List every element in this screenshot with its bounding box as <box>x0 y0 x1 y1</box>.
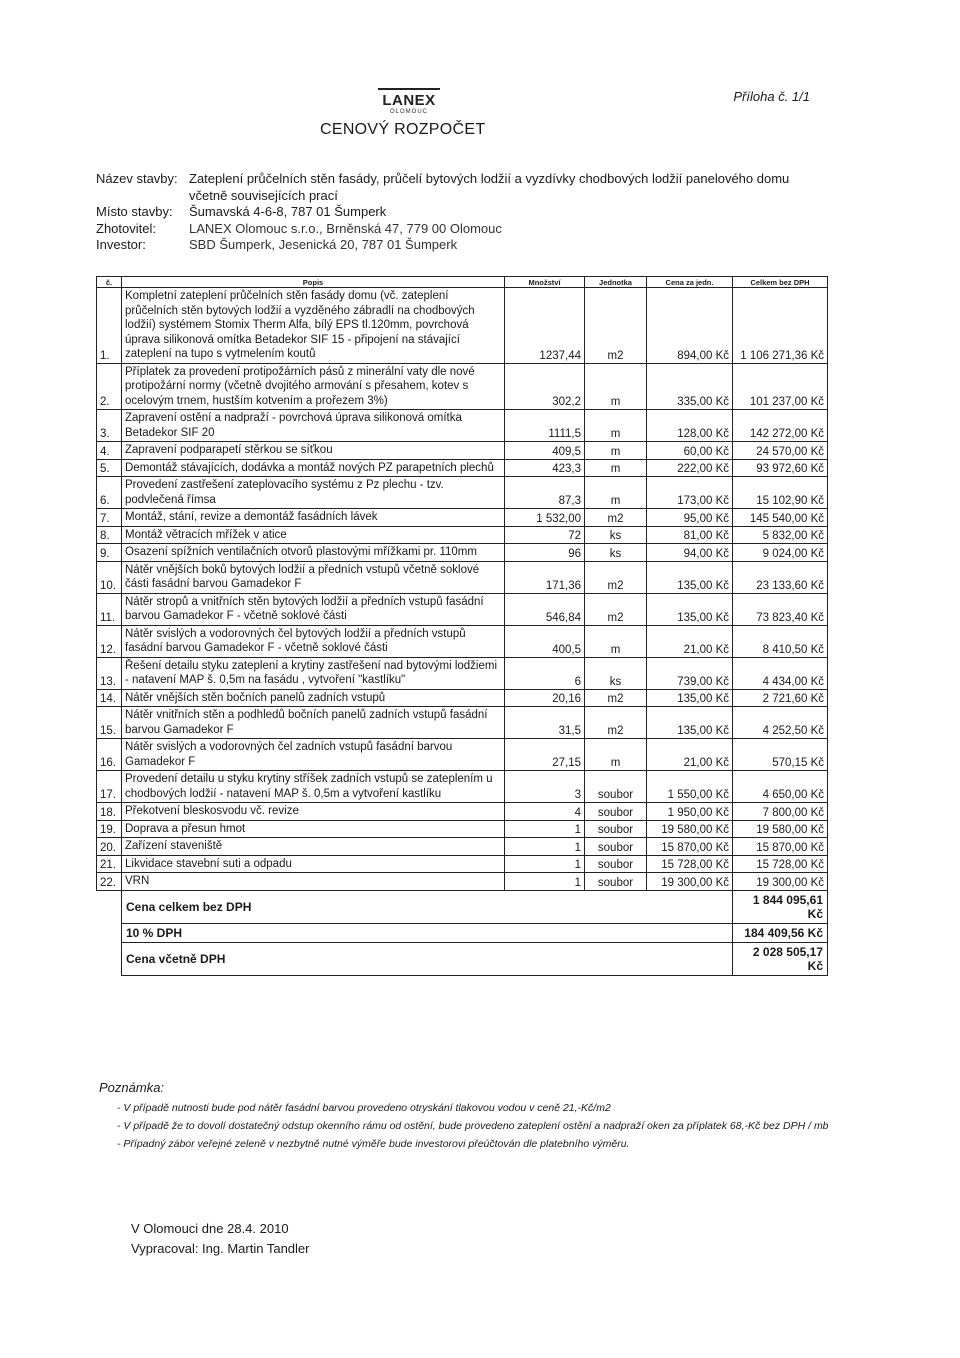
col-header-price: Cena za jedn. <box>647 277 733 288</box>
item-unit-price: 739,00 Kč <box>647 657 733 689</box>
item-description: Příplatek za provedení protipožárních pásů z minerální vaty dle nové protipožární normy (včetně dvojitého armování s přesahem, kotev s ocelovým trnem, hustším kotvením a prořezem 3%) <box>122 363 505 410</box>
logo-text: LANEX <box>378 88 440 109</box>
item-quantity: 27,15 <box>505 739 585 771</box>
item-description: Kompletní zateplení průčelních stěn fasády domu (vč. zateplení průčelních stěn bytových lodžií a vyzděného zábradlí na chodbových lodžií) systémem Stomix Therm Alfa, bílý EPS tl.120mm, povrchová úprava silikonová omítka Betadekor SIF 15 - připojení na stávající zateplení na tupo s vytmelením koutů <box>122 288 505 364</box>
header-label: Název stavby: <box>96 171 178 186</box>
place-date: V Olomouci dne 28.4. 2010 <box>131 1221 289 1236</box>
summary-row <box>97 942 828 975</box>
item-description: Překotvení bleskosvodu vč. revize <box>122 803 505 821</box>
item-number: 10. <box>97 561 122 593</box>
item-unit: m <box>585 477 647 509</box>
table-row <box>97 689 828 707</box>
item-unit: m2 <box>585 288 647 364</box>
table-row <box>97 820 828 838</box>
item-unit: m <box>585 363 647 410</box>
item-total: 19 580,00 Kč <box>733 820 828 838</box>
item-description: Nátěr svislých a vodorovných čel zadních vstupů fasádní barvou Gamadekor F <box>122 739 505 771</box>
item-quantity: 87,3 <box>505 477 585 509</box>
item-unit-price: 222,00 Kč <box>647 459 733 477</box>
item-total: 4 650,00 Kč <box>733 771 828 803</box>
summary-spacer <box>97 923 122 942</box>
item-description: VRN <box>122 873 505 891</box>
header-value: LANEX Olomouc s.r.o., Brněnská 47, 779 00 Olomouc <box>189 220 502 236</box>
summary-label: Cena celkem bez DPH <box>122 890 733 923</box>
item-unit-price: 335,00 Kč <box>647 363 733 410</box>
attachment-label: Příloha č. 1/1 <box>733 89 810 104</box>
prepared-by: Vypracoval: Ing. Martin Tandler <box>131 1241 310 1256</box>
item-total: 1 106 271,36 Kč <box>733 288 828 364</box>
item-quantity: 546,84 <box>505 593 585 625</box>
item-unit: ks <box>585 544 647 562</box>
item-unit: m <box>585 410 647 442</box>
header-value: Šumavská 4-6-8, 787 01 Šumperk <box>189 204 387 219</box>
item-description: Nátěr svislých a vodorovných čel bytových lodžií a předních vstupů fasádní barvou Gamadekor F - včetně soklové části <box>122 625 505 657</box>
header-row-investor <box>96 237 789 254</box>
item-number: 18. <box>97 803 122 821</box>
table-row <box>97 873 828 891</box>
item-unit-price: 21,00 Kč <box>647 739 733 771</box>
item-description: Demontáž stávajících, dodávka a montáž nových PZ parapetních plechů <box>122 459 505 477</box>
notes-section <box>99 1080 837 1155</box>
col-header-total: Celkem bez DPH <box>733 277 828 288</box>
item-total: 73 823,40 Kč <box>733 593 828 625</box>
table-row <box>97 442 828 460</box>
col-header-desc: Popis <box>122 277 505 288</box>
header-row-name <box>96 171 789 188</box>
item-total: 15 728,00 Kč <box>733 855 828 873</box>
table-row <box>97 288 828 364</box>
table-row <box>97 526 828 544</box>
item-number: 22. <box>97 873 122 891</box>
item-number: 12. <box>97 625 122 657</box>
item-quantity: 423,3 <box>505 459 585 477</box>
item-unit: m <box>585 442 647 460</box>
item-unit-price: 135,00 Kč <box>647 707 733 739</box>
summary-label: Cena včetně DPH <box>122 942 733 975</box>
item-unit: soubor <box>585 803 647 821</box>
summary-value: 184 409,56 Kč <box>733 923 828 942</box>
item-quantity: 1 532,00 <box>505 509 585 527</box>
item-quantity: 1237,44 <box>505 288 585 364</box>
item-total: 19 300,00 Kč <box>733 873 828 891</box>
item-unit: ks <box>585 657 647 689</box>
item-unit-price: 1 550,00 Kč <box>647 771 733 803</box>
item-total: 2 721,60 Kč <box>733 689 828 707</box>
item-description: Nátěr vnějších boků bytových lodžií a předních vstupů včetně soklové části fasádní barvou Gamadekor F <box>122 561 505 593</box>
item-quantity: 302,2 <box>505 363 585 410</box>
item-total: 7 800,00 Kč <box>733 803 828 821</box>
summary-row <box>97 890 828 923</box>
item-unit: m2 <box>585 509 647 527</box>
header-label <box>96 188 189 205</box>
item-description: Likvidace stavební suti a odpadu <box>122 855 505 873</box>
item-quantity: 20,16 <box>505 689 585 707</box>
table-row <box>97 657 828 689</box>
item-quantity: 1 <box>505 820 585 838</box>
item-total: 142 272,00 Kč <box>733 410 828 442</box>
item-total: 4 434,00 Kč <box>733 657 828 689</box>
item-description: Nátěr vnějších stěn bočních panelů zadních vstupů <box>122 689 505 707</box>
notes-title: Poznámka: <box>99 1080 165 1095</box>
table-row <box>97 363 828 410</box>
header-row-name-cont <box>96 188 789 205</box>
table-row <box>97 838 828 856</box>
summary-row <box>97 923 828 942</box>
item-quantity: 409,5 <box>505 442 585 460</box>
page-title: CENOVÝ ROZPOČET <box>320 121 486 138</box>
table-row <box>97 855 828 873</box>
table-row <box>97 739 828 771</box>
item-unit: soubor <box>585 838 647 856</box>
item-number: 15. <box>97 707 122 739</box>
item-total: 145 540,00 Kč <box>733 509 828 527</box>
item-unit-price: 1 950,00 Kč <box>647 803 733 821</box>
item-number: 4. <box>97 442 122 460</box>
item-unit: soubor <box>585 820 647 838</box>
item-unit: m <box>585 739 647 771</box>
table-row <box>97 625 828 657</box>
summary-value: 1 844 095,61 Kč <box>733 890 828 923</box>
table-row <box>97 771 828 803</box>
item-total: 101 237,00 Kč <box>733 363 828 410</box>
item-quantity: 3 <box>505 771 585 803</box>
header-label: Investor: <box>96 237 146 252</box>
item-unit: m2 <box>585 689 647 707</box>
lanex-logo <box>378 88 440 118</box>
item-unit-price: 60,00 Kč <box>647 442 733 460</box>
item-unit-price: 81,00 Kč <box>647 526 733 544</box>
item-quantity: 4 <box>505 803 585 821</box>
item-total: 93 972,60 Kč <box>733 459 828 477</box>
table-row <box>97 509 828 527</box>
item-number: 5. <box>97 459 122 477</box>
item-unit-price: 21,00 Kč <box>647 625 733 657</box>
table-row <box>97 477 828 509</box>
item-description: Provedení zastřešení zateplovacího systému z Pz plechu - tzv. podvlečená římsa <box>122 477 505 509</box>
item-quantity: 1111,5 <box>505 410 585 442</box>
item-description: Řešení detailu styku zateplení a krytiny zastřešení nad bytovými lodžiemi - natavení MAP š. 0,5m na fasádu , vytvoření "kastlíku" <box>122 657 505 689</box>
item-total: 9 024,00 Kč <box>733 544 828 562</box>
project-header <box>96 171 789 254</box>
item-unit-price: 135,00 Kč <box>647 689 733 707</box>
table-row <box>97 544 828 562</box>
item-quantity: 1 <box>505 838 585 856</box>
col-header-unit: Jednotka <box>585 277 647 288</box>
table-row <box>97 593 828 625</box>
item-unit-price: 19 580,00 Kč <box>647 820 733 838</box>
table-header-row <box>97 277 828 288</box>
item-total: 15 870,00 Kč <box>733 838 828 856</box>
item-unit-price: 173,00 Kč <box>647 477 733 509</box>
table-row <box>97 410 828 442</box>
item-number: 17. <box>97 771 122 803</box>
col-header-qty: Množství <box>505 277 585 288</box>
header-value: Zateplení průčelních stěn fasády, průčelí bytových lodžií a vyzdívky chodbových lodžií panelového domu <box>189 171 790 186</box>
item-unit: m <box>585 459 647 477</box>
item-unit: ks <box>585 526 647 544</box>
item-description: Montáž větracích mřížek v atice <box>122 526 505 544</box>
item-number: 11. <box>97 593 122 625</box>
item-number: 16. <box>97 739 122 771</box>
table-row <box>97 803 828 821</box>
item-description: Nátěr vnitřních stěn a podhledů bočních panelů zadních vstupů fasádní barvou Gamadekor F <box>122 707 505 739</box>
header-label: Místo stavby: <box>96 204 173 219</box>
item-total: 8 410,50 Kč <box>733 625 828 657</box>
item-unit: m <box>585 625 647 657</box>
item-number: 9. <box>97 544 122 562</box>
item-unit-price: 135,00 Kč <box>647 593 733 625</box>
item-description: Montáž, stání, revize a demontáž fasádních lávek <box>122 509 505 527</box>
item-total: 15 102,90 Kč <box>733 477 828 509</box>
item-quantity: 96 <box>505 544 585 562</box>
item-quantity: 1 <box>505 855 585 873</box>
item-unit-price: 94,00 Kč <box>647 544 733 562</box>
item-total: 24 570,00 Kč <box>733 442 828 460</box>
item-unit: m2 <box>585 561 647 593</box>
table-row <box>97 707 828 739</box>
item-number: 2. <box>97 363 122 410</box>
item-unit-price: 95,00 Kč <box>647 509 733 527</box>
item-number: 7. <box>97 509 122 527</box>
item-description: Zařízení staveniště <box>122 838 505 856</box>
item-description: Nátěr stropů a vnitřních stěn bytových lodžií a předních vstupů fasádní barvou Gamadekor F - včetně soklové části <box>122 593 505 625</box>
item-number: 3. <box>97 410 122 442</box>
item-unit-price: 135,00 Kč <box>647 561 733 593</box>
note-item: - V případě nutnosti bude pod nátěr fasádní barvou provedeno otryskání tlakovou vodou v ceně 21,-Kč/m2 <box>117 1102 611 1114</box>
note-item: - Případný zábor veřejné zeleně v nezbytně nutné výměře bude investorovi přeúčtován dle platebního výměru. <box>117 1138 630 1150</box>
item-total: 570,15 Kč <box>733 739 828 771</box>
item-quantity: 1 <box>505 873 585 891</box>
item-number: 20. <box>97 838 122 856</box>
item-description: Osazení spížních ventilačních otvorů plastovými mřížkami pr. 110mm <box>122 544 505 562</box>
item-description: Zapravení ostění a nadpraží - povrchová úprava silikonová omítka Betadekor SIF 20 <box>122 410 505 442</box>
col-header-num: č. <box>97 277 122 288</box>
item-unit: soubor <box>585 873 647 891</box>
item-quantity: 31,5 <box>505 707 585 739</box>
item-number: 21. <box>97 855 122 873</box>
item-quantity: 171,36 <box>505 561 585 593</box>
logo-subtext: OLOMOUC <box>389 109 428 115</box>
item-description: Zapravení podparapetí stěrkou se síťkou <box>122 442 505 460</box>
item-total: 23 133,60 Kč <box>733 561 828 593</box>
item-description: Provedení detailu u styku krytiny stříšek zadních vstupů se zateplením u chodbových lodžií - natavení MAP š. 0,5m a vytvoření kastlíku <box>122 771 505 803</box>
item-number: 13. <box>97 657 122 689</box>
table-row <box>97 459 828 477</box>
table-row <box>97 561 828 593</box>
summary-value: 2 028 505,17 Kč <box>733 942 828 975</box>
item-quantity: 6 <box>505 657 585 689</box>
item-number: 8. <box>97 526 122 544</box>
item-number: 1. <box>97 288 122 364</box>
item-unit: soubor <box>585 855 647 873</box>
item-quantity: 400,5 <box>505 625 585 657</box>
summary-spacer <box>97 890 122 923</box>
item-quantity: 72 <box>505 526 585 544</box>
item-unit-price: 15 870,00 Kč <box>647 838 733 856</box>
item-description: Doprava a přesun hmot <box>122 820 505 838</box>
item-number: 6. <box>97 477 122 509</box>
item-unit: soubor <box>585 771 647 803</box>
item-unit: m2 <box>585 707 647 739</box>
item-unit: m2 <box>585 593 647 625</box>
header-row-contractor <box>96 221 789 238</box>
header-label: Zhotovitel: <box>96 220 156 236</box>
note-item: - V případě že to dovolí dostatečný odstup okenního rámu od ostění, bude provedeno zateplení ostění a nadpraží oken za příplatek 68,-Kč bez DPH / mb <box>117 1120 829 1132</box>
item-total: 4 252,50 Kč <box>733 707 828 739</box>
signature-block <box>131 1219 309 1259</box>
item-total: 5 832,00 Kč <box>733 526 828 544</box>
summary-spacer <box>97 942 122 975</box>
item-unit-price: 15 728,00 Kč <box>647 855 733 873</box>
item-number: 19. <box>97 820 122 838</box>
item-unit-price: 894,00 Kč <box>647 288 733 364</box>
budget-table <box>96 276 828 976</box>
item-number: 14. <box>97 689 122 707</box>
header-row-place <box>96 204 789 221</box>
summary-label: 10 % DPH <box>122 923 733 942</box>
item-unit-price: 19 300,00 Kč <box>647 873 733 891</box>
header-value: SBD Šumperk, Jesenická 20, 787 01 Šumperk <box>189 237 458 252</box>
item-unit-price: 128,00 Kč <box>647 410 733 442</box>
header-value: včetně souvisejících prací <box>189 187 338 203</box>
